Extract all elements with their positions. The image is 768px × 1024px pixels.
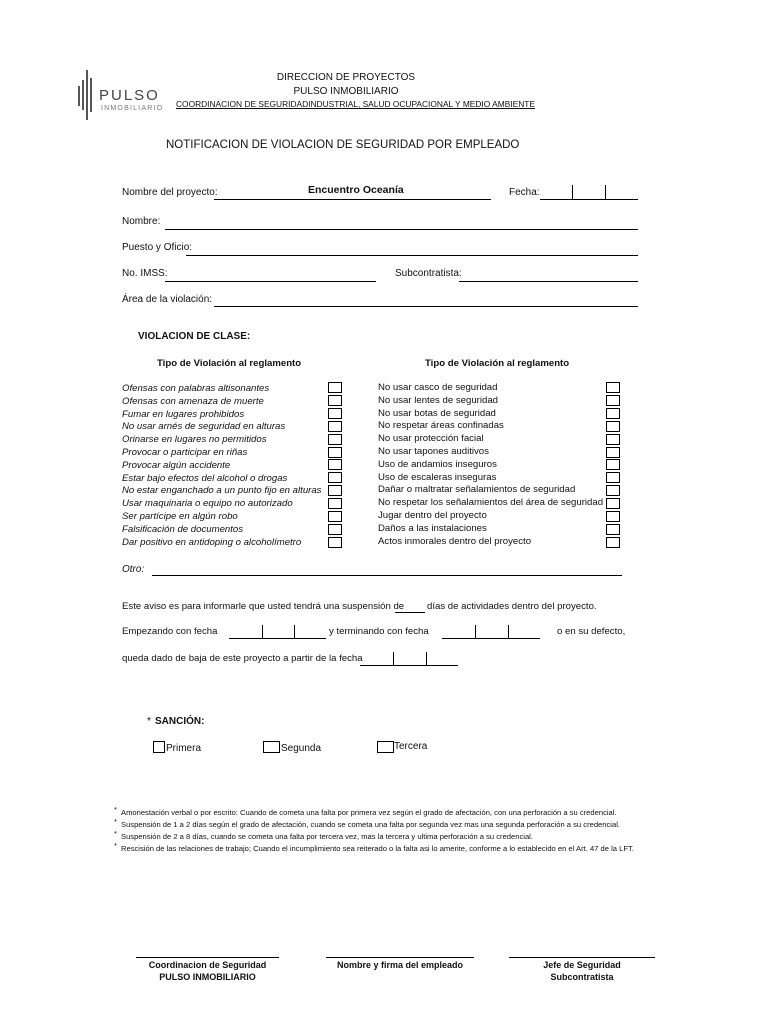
left-violation-list bbox=[122, 383, 321, 549]
logo-name: PULSO bbox=[99, 87, 160, 104]
left-violation-item: Dar positivo en antidoping o alcoholímetro bbox=[122, 536, 302, 548]
other-field[interactable] bbox=[152, 575, 622, 576]
logo-bars-icon bbox=[76, 68, 98, 124]
left-violation-item: Ofensas con amenaza de muerte bbox=[122, 395, 264, 407]
left-violation-item: Ser partícipe en algún robo bbox=[122, 510, 238, 522]
section-title: VIOLACION DE CLASE: bbox=[138, 331, 251, 342]
header-company: PULSO INMOBILIARIO bbox=[293, 86, 399, 97]
date-label: Fecha: bbox=[509, 187, 540, 198]
sanction-third-label: Tercera bbox=[394, 741, 428, 752]
area-label: Área de la violación: bbox=[122, 294, 213, 305]
signature-coordination-company: PULSO INMOBILIARIO bbox=[159, 972, 256, 982]
sanction-star: * bbox=[147, 716, 151, 727]
subcontractor-label: Subcontratista: bbox=[395, 268, 462, 279]
right-violation-item: No respetar los señalamientos del área de seguridad bbox=[378, 497, 604, 509]
right-violation-checkbox[interactable] bbox=[606, 408, 620, 419]
right-violation-checkbox[interactable] bbox=[606, 395, 620, 406]
default-label: o en su defecto, bbox=[557, 626, 626, 637]
left-violation-checkbox[interactable] bbox=[328, 395, 342, 406]
right-violation-checkbox[interactable] bbox=[606, 485, 620, 496]
right-violation-item: Uso de andamios inseguros bbox=[378, 458, 497, 470]
name-field[interactable] bbox=[165, 229, 638, 230]
dismiss-label: queda dado de baja de este proyecto a partir de la fecha bbox=[122, 653, 363, 664]
imss-label: No. IMSS: bbox=[122, 268, 168, 279]
form-title: NOTIFICACION DE VIOLACION DE SEGURIDAD POR EMPLEADO bbox=[166, 139, 520, 151]
sanction-third-checkbox[interactable] bbox=[377, 741, 394, 753]
right-violation-item: No usar botas de seguridad bbox=[378, 407, 496, 419]
left-violation-checkbox[interactable] bbox=[328, 459, 342, 470]
right-checkbox-column bbox=[606, 382, 622, 550]
right-violation-checkbox[interactable] bbox=[606, 498, 620, 509]
footnote-star: * bbox=[114, 817, 117, 826]
signature-coordination-title: Coordinacion de Seguridad bbox=[148, 960, 267, 970]
left-violation-item: Ofensas con palabras altisonantes bbox=[122, 383, 270, 394]
left-violation-checkbox[interactable] bbox=[328, 434, 342, 445]
right-violation-item: Dañar o maltratar señalamientos de seguridad bbox=[378, 484, 576, 496]
project-field[interactable] bbox=[214, 199, 491, 200]
left-violation-item: Orinarse en lugares no permitidos bbox=[122, 434, 267, 446]
sanction-second-checkbox[interactable] bbox=[263, 741, 280, 753]
end-date-field[interactable] bbox=[442, 638, 540, 639]
left-violation-checkbox[interactable] bbox=[328, 485, 342, 496]
footnote-item: Suspensión de 2 a 8 días, cuando se cometa una falta por tercera vez, mas la tercera y ultima perforación a su credencial. bbox=[121, 832, 533, 841]
right-violation-checkbox[interactable] bbox=[606, 537, 620, 548]
dismiss-date-field[interactable] bbox=[360, 665, 458, 666]
date-field[interactable] bbox=[540, 199, 638, 200]
right-violation-checkbox[interactable] bbox=[606, 421, 620, 432]
other-label: Otro: bbox=[122, 564, 145, 575]
right-violation-checkbox[interactable] bbox=[606, 382, 620, 393]
footnote-star: * bbox=[114, 841, 117, 850]
area-field[interactable] bbox=[214, 306, 638, 307]
signature-line-employee[interactable] bbox=[326, 957, 474, 958]
right-violation-checkbox[interactable] bbox=[606, 447, 620, 458]
left-violation-checkbox[interactable] bbox=[328, 511, 342, 522]
logo-sub: INMOBILIARIO bbox=[101, 105, 164, 112]
right-violation-item: Uso de escaleras inseguras bbox=[378, 471, 497, 483]
sanction-first-label: Primera bbox=[166, 743, 202, 754]
signature-employee-title: Nombre y firma del empleado bbox=[336, 960, 464, 970]
sanction-second-label: Segunda bbox=[281, 743, 322, 754]
notice-text-2: días de actividades dentro del proyecto. bbox=[427, 601, 597, 612]
right-violation-item: No usar lentes de seguridad bbox=[378, 394, 498, 406]
signature-security-chief-title: Jefe de Seguridad bbox=[543, 960, 621, 970]
signature-line-security-chief[interactable] bbox=[509, 957, 655, 958]
right-violation-item: No usar tapones auditivos bbox=[378, 445, 489, 457]
suspension-days-field[interactable] bbox=[395, 612, 425, 613]
signature-line-coordination[interactable] bbox=[136, 957, 279, 958]
left-violation-item: Falsificación de documentos bbox=[122, 523, 244, 535]
signature-security-chief-company: Subcontratista bbox=[550, 972, 614, 982]
left-violation-checkbox[interactable] bbox=[328, 537, 342, 548]
left-violation-item: Provocar algún accidente bbox=[122, 459, 231, 471]
project-label: Nombre del proyecto: bbox=[122, 187, 218, 198]
right-violation-item: Actos inmorales dentro del proyecto bbox=[378, 535, 532, 547]
right-violation-item: No usar protección facial bbox=[378, 433, 484, 445]
left-violation-checkbox[interactable] bbox=[328, 447, 342, 458]
left-violation-item: Provocar o participar en riñas bbox=[122, 446, 248, 458]
left-violation-item: No estar enganchado a un punto fijo en alturas bbox=[122, 485, 322, 497]
left-violation-checkbox[interactable] bbox=[328, 524, 342, 535]
left-violation-checkbox[interactable] bbox=[328, 382, 342, 393]
position-field[interactable] bbox=[186, 255, 638, 256]
footnote-item: Suspensión de 1 a 2 días según el grado de afectación, cuando se cometa una falta por segunda vez mas una segunda perforación a su credencial. bbox=[121, 820, 620, 829]
company-logo bbox=[76, 68, 171, 124]
position-label: Puesto y Oficio: bbox=[122, 242, 193, 253]
subcontractor-field[interactable] bbox=[459, 281, 638, 282]
end-date-label: y terminando con fecha bbox=[329, 626, 429, 637]
footnote-star: * bbox=[114, 805, 117, 814]
imss-field[interactable] bbox=[165, 281, 376, 282]
footnote-item: Amonestación verbal o por escrito: Cuando de cometa una falta por primera vez según el grado de afectación, con una perforación a su credencial. bbox=[121, 808, 617, 817]
right-violation-checkbox[interactable] bbox=[606, 511, 620, 522]
right-violation-item: Jugar dentro del proyecto bbox=[378, 509, 487, 521]
left-column-header: Tipo de Violación al reglamento bbox=[157, 358, 302, 369]
sanction-first-checkbox[interactable] bbox=[153, 741, 165, 753]
left-violation-checkbox[interactable] bbox=[328, 421, 342, 432]
start-date-field[interactable] bbox=[229, 638, 326, 639]
left-violation-checkbox[interactable] bbox=[328, 472, 342, 483]
right-violation-item: No usar casco de seguridad bbox=[378, 382, 498, 393]
footnote-star: * bbox=[114, 829, 117, 838]
right-violation-checkbox[interactable] bbox=[606, 459, 620, 470]
right-column-header: Tipo de Violación al reglamento bbox=[425, 358, 570, 369]
left-checkbox-column bbox=[328, 382, 344, 550]
header-direction: DIRECCION DE PROYECTOS bbox=[276, 72, 416, 83]
right-violation-checkbox[interactable] bbox=[606, 434, 620, 445]
left-violation-item: Estar bajo efectos del alcohol o drogas bbox=[122, 472, 288, 484]
name-label: Nombre: bbox=[122, 216, 161, 227]
left-violation-checkbox[interactable] bbox=[328, 408, 342, 419]
header-coordination: COORDINACION DE SEGURIDADINDUSTRIAL, SALUD OCUPACIONAL Y MEDIO AMBIENTE bbox=[176, 99, 535, 109]
right-violation-checkbox[interactable] bbox=[606, 472, 620, 483]
right-violation-item: Daños a las instalaciones bbox=[378, 522, 487, 534]
notice-text-1: Este aviso es para informarle que usted tendrá una suspensión de bbox=[122, 601, 405, 612]
left-violation-item: No usar arnés de seguridad en alturas bbox=[122, 421, 286, 433]
right-violation-checkbox[interactable] bbox=[606, 524, 620, 535]
project-value: Encuentro Oceanía bbox=[308, 184, 404, 196]
start-date-label: Empezando con fecha bbox=[122, 626, 218, 637]
footnote-item: Rescisión de las relaciones de trabajo; Cuando el incumplimiento sea reiterado o la falta asi lo amerite, conforme a lo establecido en el Art. 47 de la LFT. bbox=[121, 844, 634, 853]
right-violation-item: No respetar áreas confinadas bbox=[378, 420, 504, 432]
left-violation-checkbox[interactable] bbox=[328, 498, 342, 509]
left-violation-item: Usar maquinaria o equipo no autorizado bbox=[122, 498, 293, 510]
right-violation-list bbox=[378, 382, 603, 548]
sanction-label: SANCIÓN: bbox=[155, 716, 205, 727]
left-violation-item: Fumar en lugares prohibidos bbox=[122, 408, 245, 420]
